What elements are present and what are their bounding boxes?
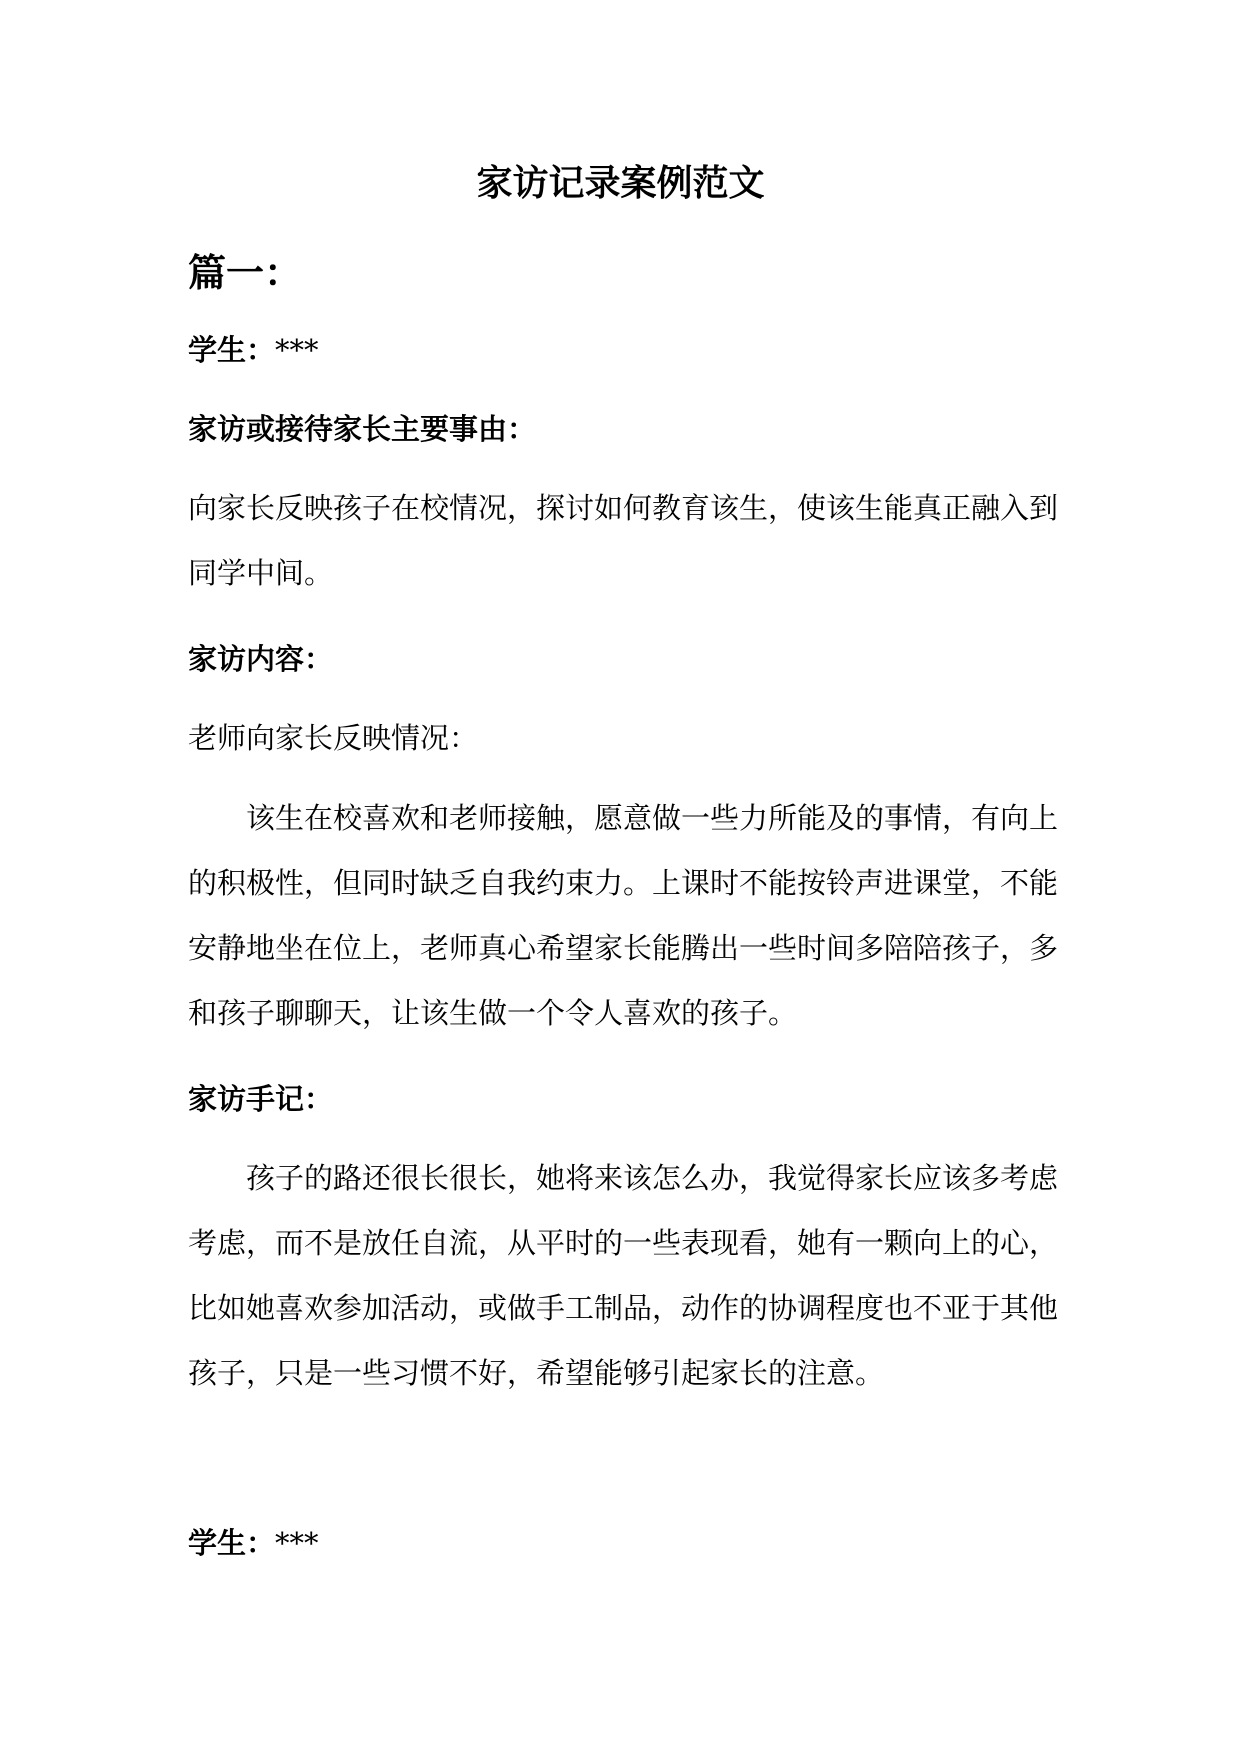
section-heading: 篇一： [188, 250, 303, 295]
notes-line: 考虑，而不是放任自流，从平时的一些表现看，她有一颗向上的心， [188, 1226, 1059, 1260]
content-line: 安静地坐在位上，老师真心希望家长能腾出一些时间多陪陪孩子，多 [188, 931, 1059, 965]
content-line: 的积极性，但同时缺乏自我约束力。上课时不能按铃声进课堂，不能 [188, 866, 1059, 900]
content-heading: 家访内容： [188, 642, 334, 676]
notes-line: 孩子的路还很长很长，她将来该怎么办，我觉得家长应该多考虑 [246, 1161, 1059, 1195]
reason-line: 向家长反映孩子在校情况，探讨如何教育该生，使该生能真正融入到 [188, 491, 1059, 525]
student-value: *** [275, 333, 319, 367]
student-field [188, 1523, 1068, 1563]
student-label: 学生： [188, 333, 276, 367]
notes-heading: 家访手记： [188, 1082, 334, 1116]
student-label: 学生： [188, 1526, 276, 1560]
notes-line: 孩子，只是一些习惯不好，希望能够引起家长的注意。 [188, 1356, 885, 1390]
document-title: 家访记录案例范文 [476, 162, 765, 204]
content-line: 该生在校喜欢和老师接触，愿意做一些力所能及的事情，有向上 [246, 801, 1059, 835]
reason-heading: 家访或接待家长主要事由： [188, 412, 537, 446]
student-field [188, 330, 1068, 370]
notes-line: 比如她喜欢参加活动，或做手工制品，动作的协调程度也不亚于其他 [188, 1291, 1059, 1325]
student-value: *** [275, 1526, 319, 1560]
reason-line: 同学中间。 [188, 556, 334, 590]
content-intro: 老师向家长反映情况： [188, 721, 479, 755]
content-line: 和孩子聊聊天，让该生做一个令人喜欢的孩子。 [188, 996, 798, 1030]
